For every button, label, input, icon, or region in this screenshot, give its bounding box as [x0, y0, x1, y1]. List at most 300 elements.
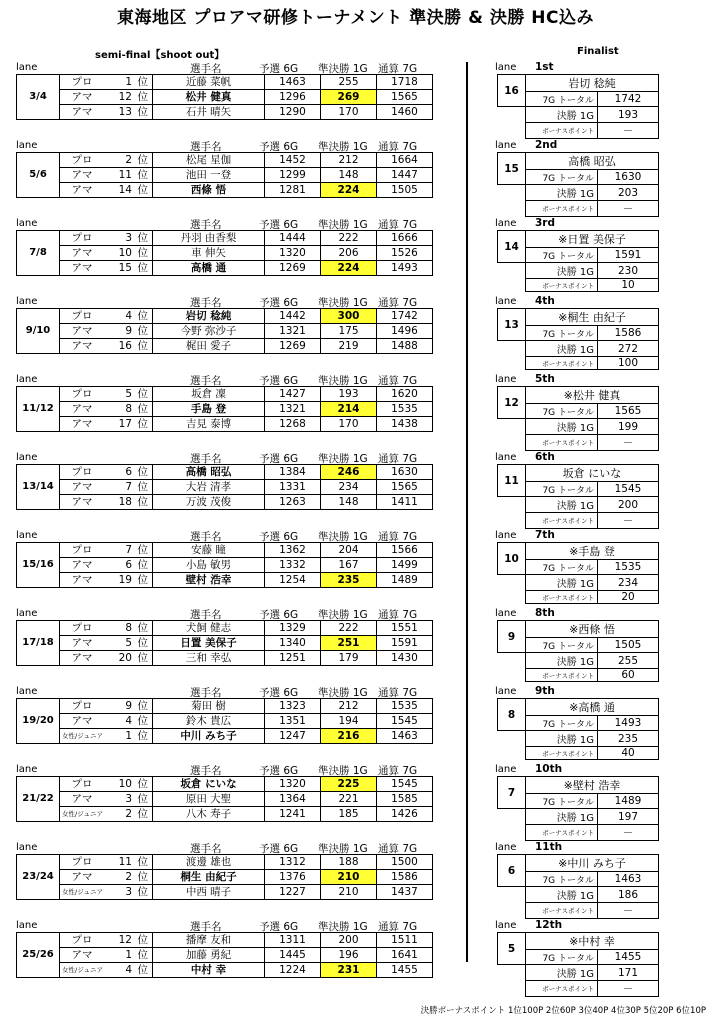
- total-score: 1545: [377, 714, 433, 729]
- column-header-total: 通算 7G: [378, 63, 418, 75]
- rank-unit: 位: [137, 466, 148, 478]
- total-score: 1641: [377, 948, 433, 963]
- column-header-prelim: 予選 6G: [259, 921, 299, 933]
- column-header-semi: 準決勝 1G: [318, 375, 368, 387]
- finalist-rank: 12th: [535, 919, 563, 931]
- lane-column-label: lane: [16, 764, 38, 775]
- column-header-total: 通算 7G: [378, 609, 418, 621]
- final-label: 決勝 1G: [526, 965, 598, 981]
- finalist-total: 1535: [598, 560, 659, 575]
- player-name: 松尾 星伽: [153, 153, 265, 168]
- total-score: 1630: [377, 465, 433, 480]
- finalist-entry: [0, 608, 711, 686]
- finalist-entry: [0, 842, 711, 920]
- rank-number: 17: [118, 418, 132, 430]
- prelim-score: 1281: [265, 183, 321, 198]
- lane-column-label: lane: [16, 686, 38, 697]
- player-name: 西條 悟: [153, 183, 265, 198]
- player-name: 原田 大聖: [153, 792, 265, 807]
- column-header-total: 通算 7G: [378, 687, 418, 699]
- player-name: 安藤 瞳: [153, 543, 265, 558]
- player-category: プロ: [60, 933, 105, 948]
- player-name: 壁村 浩幸: [153, 573, 265, 588]
- rank-unit: 位: [137, 154, 148, 166]
- column-header-total: 通算 7G: [378, 297, 418, 309]
- semi-score: 167: [321, 558, 377, 573]
- semi-score: 175: [321, 324, 377, 339]
- column-header-total: 通算 7G: [378, 921, 418, 933]
- rank-number: 6: [125, 466, 132, 478]
- finalist-final-score: 186: [598, 887, 659, 903]
- player-name: 近藤 菜帆: [153, 75, 265, 90]
- column-header-prelim: 予選 6G: [259, 765, 299, 777]
- total-score: 1620: [377, 387, 433, 402]
- total-score: 1586: [377, 870, 433, 885]
- rank-number: 2: [125, 871, 132, 883]
- finalist-lane-label: lane: [495, 62, 517, 73]
- prelim-score: 1312: [265, 855, 321, 870]
- bonus-label: ボーナスポイント: [526, 201, 598, 217]
- finalist-rank: 1st: [535, 61, 554, 73]
- player-category: プロ: [60, 621, 105, 636]
- prelim-score: 1320: [265, 246, 321, 261]
- total-score: 1438: [377, 417, 433, 432]
- column-header-semi: 準決勝 1G: [318, 219, 368, 231]
- finalist-table: [497, 932, 659, 997]
- player-category: アマ: [60, 324, 105, 339]
- finalist-rank: 6th: [535, 451, 555, 463]
- spacer: [498, 435, 526, 451]
- prelim-score: 1331: [265, 480, 321, 495]
- semi-score: 212: [321, 699, 377, 714]
- finalist-header: Finalist: [577, 46, 619, 57]
- finalist-table: [497, 620, 659, 682]
- lane-column-label: lane: [16, 920, 38, 931]
- rank-number: 9: [125, 325, 132, 337]
- rank-number: 9: [125, 700, 132, 712]
- player-name: 今野 弥沙子: [153, 324, 265, 339]
- column-header-prelim: 予選 6G: [259, 219, 299, 231]
- player-name: 中川 みち子: [153, 729, 265, 744]
- column-header-prelim: 予選 6G: [259, 375, 299, 387]
- finalist-rank: 2nd: [535, 139, 558, 151]
- player-name: 菊田 樹: [153, 699, 265, 714]
- total-score: 1496: [377, 324, 433, 339]
- rank-number: 2: [125, 154, 132, 166]
- rank-unit: 位: [137, 310, 148, 322]
- semi-score: 212: [321, 153, 377, 168]
- semi-score: 185: [321, 807, 377, 822]
- finalist-entry: [0, 374, 711, 452]
- total-label: 7G トータル: [526, 326, 598, 341]
- finalist-rank: 8th: [535, 607, 555, 619]
- semi-final-header: semi-final【shoot out】: [95, 50, 225, 61]
- bonus-label: ボーナスポイント: [526, 591, 598, 604]
- rank-unit: 位: [137, 778, 148, 790]
- prelim-score: 1247: [265, 729, 321, 744]
- player-category: アマ: [60, 417, 105, 432]
- player-category: アマ: [60, 339, 105, 354]
- total-score: 1493: [377, 261, 433, 276]
- finalist-table: [497, 308, 659, 370]
- rank-number: 10: [118, 247, 132, 259]
- total-score: 1460: [377, 105, 433, 120]
- rank-unit: 位: [137, 247, 148, 259]
- lane-number: 3/4: [17, 75, 60, 120]
- lane-number: 21/22: [17, 777, 60, 822]
- semi-score: 251: [321, 636, 377, 651]
- rank-number: 1: [125, 730, 132, 742]
- prelim-score: 1445: [265, 948, 321, 963]
- bonus-label: ボーナスポイント: [526, 435, 598, 451]
- final-label: 決勝 1G: [526, 185, 598, 201]
- prelim-score: 1364: [265, 792, 321, 807]
- column-header-prelim: 予選 6G: [259, 843, 299, 855]
- bonus-point-footnote: 決勝ボーナスポイント 1位100P 2位60P 3位40P 4位30P 5位20P 6位10P: [420, 1006, 706, 1016]
- total-label: 7G トータル: [526, 794, 598, 809]
- spacer: [498, 669, 526, 682]
- column-header-name: 選手名: [190, 63, 222, 75]
- finalist-table: [497, 74, 659, 139]
- rank-unit: 位: [137, 871, 148, 883]
- finalist-entry: [0, 530, 711, 608]
- finalist-table: [497, 386, 659, 451]
- rank-unit: 位: [137, 418, 148, 430]
- prelim-score: 1321: [265, 402, 321, 417]
- column-header-prelim: 予選 6G: [259, 453, 299, 465]
- player-category: プロ: [60, 387, 105, 402]
- player-name: 岩切 稔純: [153, 309, 265, 324]
- column-header-name: 選手名: [190, 453, 222, 465]
- player-category: アマ: [60, 105, 105, 120]
- spacer: [498, 747, 526, 760]
- rank-unit: 位: [137, 715, 148, 727]
- final-label: 決勝 1G: [526, 809, 598, 825]
- finalist-total: 1545: [598, 482, 659, 497]
- total-score: 1426: [377, 807, 433, 822]
- rank-number: 4: [125, 715, 132, 727]
- semi-score: 200: [321, 933, 377, 948]
- prelim-score: 1321: [265, 324, 321, 339]
- finalist-name: 岩切 稔純: [526, 75, 659, 92]
- finalist-bonus: －: [598, 903, 659, 919]
- final-label: 決勝 1G: [526, 887, 598, 903]
- finalist-lane-number: 10: [498, 543, 526, 575]
- total-score: 1489: [377, 573, 433, 588]
- prelim-score: 1269: [265, 339, 321, 354]
- player-name: 三和 幸弘: [153, 651, 265, 666]
- finalist-bonus: 20: [598, 591, 659, 604]
- finalist-table: [497, 230, 659, 292]
- rank-unit: 位: [137, 544, 148, 556]
- total-label: 7G トータル: [526, 248, 598, 263]
- rank-number: 7: [125, 544, 132, 556]
- finalist-bonus: －: [598, 981, 659, 997]
- rank-number: 8: [125, 622, 132, 634]
- spacer: [498, 981, 526, 997]
- total-score: 1664: [377, 153, 433, 168]
- rank-unit: 位: [137, 700, 148, 712]
- prelim-score: 1263: [265, 495, 321, 510]
- player-category: 女性/ジュニア: [60, 963, 105, 978]
- finalist-table: [497, 542, 659, 604]
- prelim-score: 1384: [265, 465, 321, 480]
- prelim-score: 1427: [265, 387, 321, 402]
- total-score: 1500: [377, 855, 433, 870]
- lane-number: 5/6: [17, 153, 60, 198]
- player-category: アマ: [60, 495, 105, 510]
- player-name: 渡邊 雄也: [153, 855, 265, 870]
- semi-score: 224: [321, 261, 377, 276]
- player-category: プロ: [60, 699, 105, 714]
- semi-score: 196: [321, 948, 377, 963]
- player-category: プロ: [60, 231, 105, 246]
- total-label: 7G トータル: [526, 716, 598, 731]
- finalist-bonus: －: [598, 123, 659, 139]
- rank-number: 8: [125, 403, 132, 415]
- column-header-semi: 準決勝 1G: [318, 765, 368, 777]
- semi-score: 188: [321, 855, 377, 870]
- finalist-lane-number: 12: [498, 387, 526, 419]
- total-score: 1411: [377, 495, 433, 510]
- semi-score: 216: [321, 729, 377, 744]
- player-category: アマ: [60, 636, 105, 651]
- finalist-total: 1565: [598, 404, 659, 419]
- player-category: 女性/ジュニア: [60, 885, 105, 900]
- finalist-lane-number: 5: [498, 933, 526, 965]
- finalist-total: 1463: [598, 872, 659, 887]
- rank-unit: 位: [137, 574, 148, 586]
- lane-number: 11/12: [17, 387, 60, 432]
- player-category: プロ: [60, 465, 105, 480]
- player-category: プロ: [60, 777, 105, 792]
- finalist-lane-number: 7: [498, 777, 526, 809]
- finalist-entry: [0, 920, 711, 998]
- total-score: 1447: [377, 168, 433, 183]
- spacer: [498, 731, 526, 747]
- rank-unit: 位: [137, 481, 148, 493]
- total-score: 1488: [377, 339, 433, 354]
- total-score: 1718: [377, 75, 433, 90]
- semi-score: 224: [321, 183, 377, 198]
- player-name: 石井 晴矢: [153, 105, 265, 120]
- player-name: 加藤 勇紀: [153, 948, 265, 963]
- prelim-score: 1290: [265, 105, 321, 120]
- finalist-total: 1591: [598, 248, 659, 263]
- player-category: アマ: [60, 480, 105, 495]
- player-category: プロ: [60, 309, 105, 324]
- semi-score: 148: [321, 495, 377, 510]
- finalist-bonus: 60: [598, 669, 659, 682]
- column-header-name: 選手名: [190, 141, 222, 153]
- player-category: アマ: [60, 183, 105, 198]
- spacer: [498, 903, 526, 919]
- finalist-table: [497, 464, 659, 529]
- total-score: 1535: [377, 699, 433, 714]
- rank-unit: 位: [137, 325, 148, 337]
- prelim-score: 1311: [265, 933, 321, 948]
- prelim-score: 1329: [265, 621, 321, 636]
- finalist-final-score: 272: [598, 341, 659, 357]
- rank-unit: 位: [137, 169, 148, 181]
- rank-number: 3: [125, 886, 132, 898]
- finalist-final-score: 199: [598, 419, 659, 435]
- final-label: 決勝 1G: [526, 263, 598, 279]
- rank-unit: 位: [137, 637, 148, 649]
- finalist-table: [497, 854, 659, 919]
- finalist-lane-label: lane: [495, 764, 517, 775]
- rank-number: 12: [118, 934, 132, 946]
- finalist-name: 坂倉 にいな: [526, 465, 659, 482]
- spacer: [498, 575, 526, 591]
- finalist-lane-label: lane: [495, 608, 517, 619]
- finalist-name: ※桐生 由紀子: [526, 309, 659, 326]
- rank-unit: 位: [137, 232, 148, 244]
- semi-score: 255: [321, 75, 377, 90]
- semi-score: 170: [321, 417, 377, 432]
- rank-unit: 位: [137, 808, 148, 820]
- rank-unit: 位: [137, 559, 148, 571]
- lane-number: 23/24: [17, 855, 60, 900]
- player-name: 鈴木 貴広: [153, 714, 265, 729]
- finalist-name: ※手島 登: [526, 543, 659, 560]
- rank-number: 4: [125, 310, 132, 322]
- total-score: 1742: [377, 309, 433, 324]
- total-label: 7G トータル: [526, 950, 598, 965]
- rank-number: 13: [118, 106, 132, 118]
- bonus-label: ボーナスポイント: [526, 747, 598, 760]
- prelim-score: 1251: [265, 651, 321, 666]
- column-header-name: 選手名: [190, 921, 222, 933]
- finalist-name: ※日置 美保子: [526, 231, 659, 248]
- column-header-prelim: 予選 6G: [259, 297, 299, 309]
- column-header-semi: 準決勝 1G: [318, 453, 368, 465]
- rank-unit: 位: [137, 856, 148, 868]
- finalist-table: [497, 776, 659, 841]
- column-header-semi: 準決勝 1G: [318, 531, 368, 543]
- player-category: アマ: [60, 402, 105, 417]
- finalist-lane-number: 9: [498, 621, 526, 653]
- spacer: [498, 887, 526, 903]
- prelim-score: 1452: [265, 153, 321, 168]
- total-label: 7G トータル: [526, 482, 598, 497]
- total-score: 1499: [377, 558, 433, 573]
- player-category: アマ: [60, 246, 105, 261]
- semi-score: 221: [321, 792, 377, 807]
- player-name: 中村 幸: [153, 963, 265, 978]
- total-label: 7G トータル: [526, 404, 598, 419]
- finalist-total: 1742: [598, 92, 659, 107]
- finalist-lane-label: lane: [495, 530, 517, 541]
- column-header-prelim: 予選 6G: [259, 531, 299, 543]
- rank-number: 5: [125, 388, 132, 400]
- player-name: 高橋 昭弘: [153, 465, 265, 480]
- total-label: 7G トータル: [526, 560, 598, 575]
- player-category: アマ: [60, 558, 105, 573]
- player-name: 池田 一登: [153, 168, 265, 183]
- finalist-lane-label: lane: [495, 296, 517, 307]
- finalist-rank: 11th: [535, 841, 563, 853]
- semi-score: 206: [321, 246, 377, 261]
- finalist-bonus: －: [598, 435, 659, 451]
- prelim-score: 1268: [265, 417, 321, 432]
- final-label: 決勝 1G: [526, 419, 598, 435]
- finalist-name: ※松井 健真: [526, 387, 659, 404]
- finalist-entry: [0, 140, 711, 218]
- final-label: 決勝 1G: [526, 341, 598, 357]
- column-header-total: 通算 7G: [378, 453, 418, 465]
- finalist-lane-number: 13: [498, 309, 526, 341]
- rank-unit: 位: [137, 496, 148, 508]
- finalist-entry: [0, 296, 711, 374]
- rank-unit: 位: [137, 262, 148, 274]
- prelim-score: 1227: [265, 885, 321, 900]
- prelim-score: 1254: [265, 573, 321, 588]
- finalist-final-score: 200: [598, 497, 659, 513]
- prelim-score: 1351: [265, 714, 321, 729]
- finalist-entry: [0, 764, 711, 842]
- total-score: 1545: [377, 777, 433, 792]
- player-category: アマ: [60, 261, 105, 276]
- player-category: アマ: [60, 90, 105, 105]
- total-score: 1551: [377, 621, 433, 636]
- player-name: 中西 晴子: [153, 885, 265, 900]
- finalist-final-score: 203: [598, 185, 659, 201]
- total-score: 1511: [377, 933, 433, 948]
- finalist-final-score: 230: [598, 263, 659, 279]
- column-header-total: 通算 7G: [378, 375, 418, 387]
- prelim-score: 1269: [265, 261, 321, 276]
- finalist-entry: [0, 686, 711, 764]
- player-name: 犬飼 健志: [153, 621, 265, 636]
- rank-number: 3: [125, 793, 132, 805]
- finalist-lane-number: 15: [498, 153, 526, 185]
- lane-number: 17/18: [17, 621, 60, 666]
- semi-score: 222: [321, 621, 377, 636]
- player-category: 女性/ジュニア: [60, 807, 105, 822]
- column-header-total: 通算 7G: [378, 765, 418, 777]
- player-category: プロ: [60, 75, 105, 90]
- lane-column-label: lane: [16, 218, 38, 229]
- column-header-total: 通算 7G: [378, 531, 418, 543]
- rank-unit: 位: [137, 652, 148, 664]
- prelim-score: 1323: [265, 699, 321, 714]
- total-label: 7G トータル: [526, 872, 598, 887]
- column-header-name: 選手名: [190, 375, 222, 387]
- finalist-name: ※中川 みち子: [526, 855, 659, 872]
- column-header-prelim: 予選 6G: [259, 141, 299, 153]
- prelim-score: 1332: [265, 558, 321, 573]
- bonus-label: ボーナスポイント: [526, 357, 598, 370]
- final-label: 決勝 1G: [526, 497, 598, 513]
- player-name: 松井 健真: [153, 90, 265, 105]
- bonus-label: ボーナスポイント: [526, 903, 598, 919]
- spacer: [498, 653, 526, 669]
- spacer: [498, 185, 526, 201]
- prelim-score: 1340: [265, 636, 321, 651]
- final-label: 決勝 1G: [526, 107, 598, 123]
- column-header-name: 選手名: [190, 609, 222, 621]
- finalist-entry: [0, 452, 711, 530]
- finalist-rank: 7th: [535, 529, 555, 541]
- total-score: 1566: [377, 543, 433, 558]
- semi-score: 234: [321, 480, 377, 495]
- lane-column-label: lane: [16, 62, 38, 73]
- final-label: 決勝 1G: [526, 653, 598, 669]
- finalist-final-score: 197: [598, 809, 659, 825]
- player-name: 播摩 友和: [153, 933, 265, 948]
- column-header-name: 選手名: [190, 687, 222, 699]
